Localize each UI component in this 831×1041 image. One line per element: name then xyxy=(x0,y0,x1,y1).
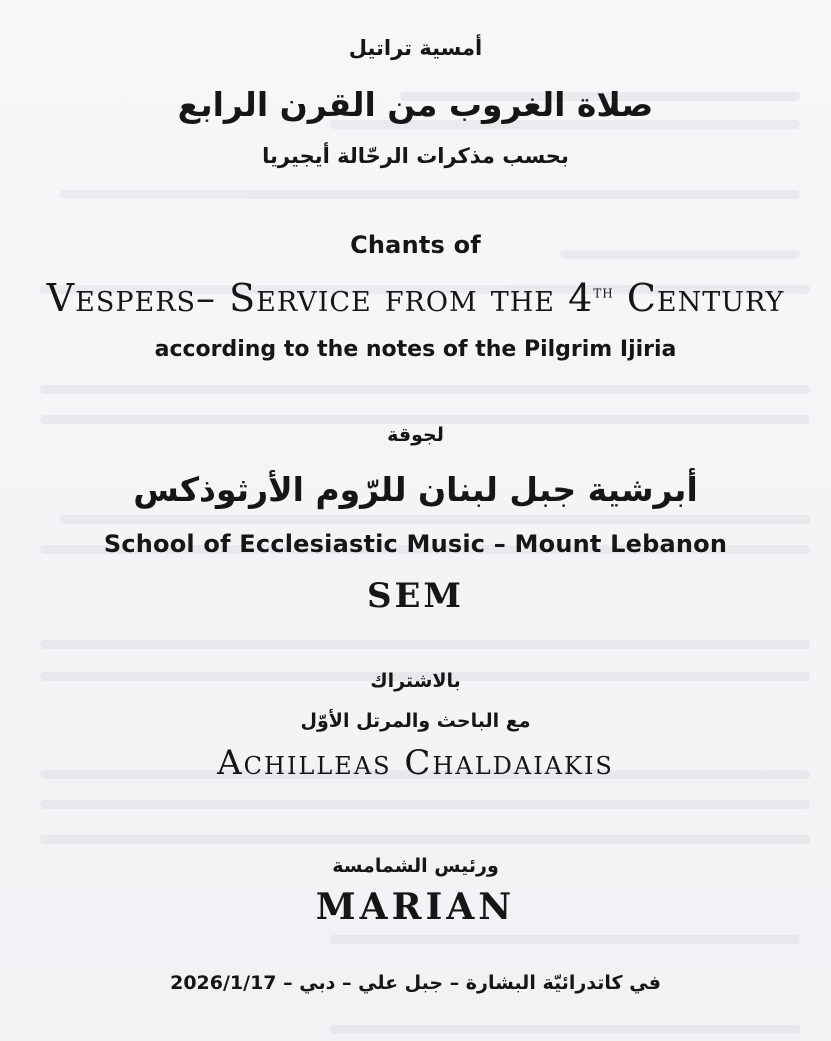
according-arabic-subtitle: بحسب مذكرات الرحّالة أيجيريا xyxy=(262,144,569,168)
school-name-english: School of Ecclesiastic Music – Mount Lebanon xyxy=(103,530,728,558)
by-choir-label: لجوقة xyxy=(387,424,444,446)
with-participation-label: بالاشتراك xyxy=(370,670,461,692)
vespers-english-title xyxy=(0,276,831,320)
according-english-subtitle: according to the notes of the Pilgrim Ijiria xyxy=(154,337,677,362)
vespers-title-superscript: th xyxy=(593,282,614,303)
achilleas-name: Achilleas Chaldaiakis xyxy=(217,743,614,783)
evening-hymns-heading: أمسية تراتيل xyxy=(348,36,483,60)
venue-date-line: في كاتدرائيّة البشارة – جبل علي – دبي – 2026/1/17 xyxy=(170,972,661,994)
choir-name-arabic: أبرشية جبل لبنان للرّوم الأرثوذكس xyxy=(133,470,698,509)
marian-name: MARIAN xyxy=(315,886,516,928)
vespers-title-tail: Century xyxy=(613,276,785,320)
head-deacon-label: ورئيس الشمامسة xyxy=(332,855,499,877)
chants-of-heading: Chants of xyxy=(350,231,481,259)
vespers-arabic-title: صلاة الغروب من القرن الرابع xyxy=(177,85,654,124)
sem-acronym: SEM xyxy=(366,576,465,616)
vespers-title-main: Vespers– Service from the 4 xyxy=(46,276,594,320)
researcher-title-arabic: مع الباحث والمرتل الأوّل xyxy=(300,710,531,732)
